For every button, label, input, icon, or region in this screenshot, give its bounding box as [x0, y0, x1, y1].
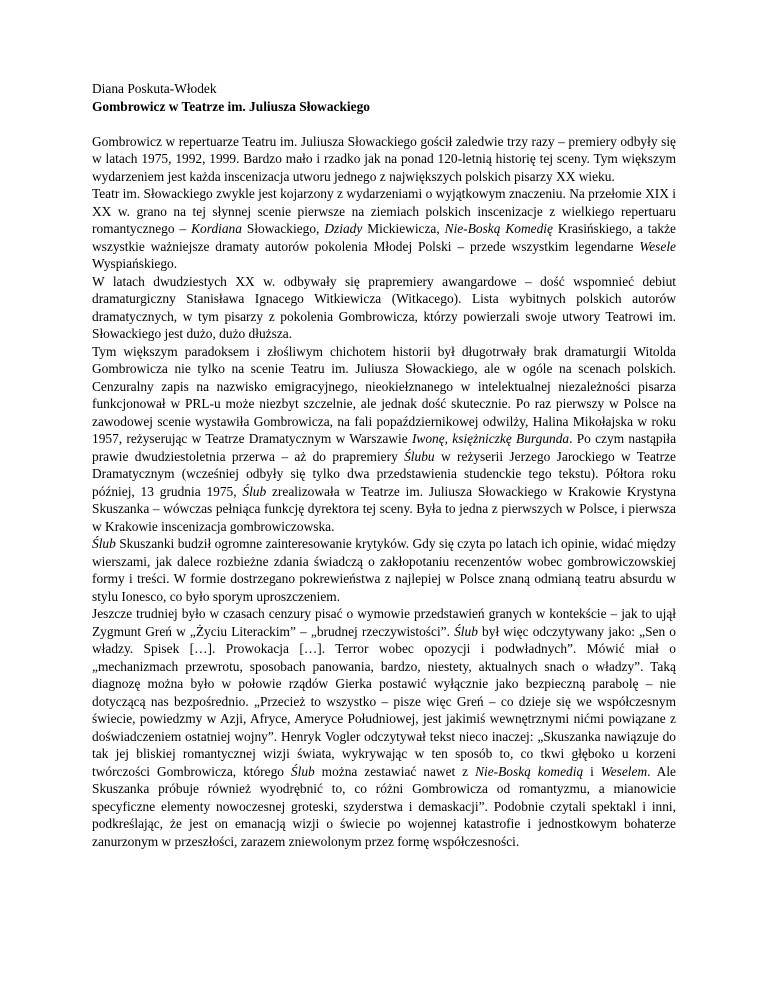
paragraph	[92, 273, 676, 343]
paragraph-text: w reżyserii Jerzego Jarockiego w Teatrze Dramatycznym (wcześniej odbyły się tylko dwa przedstawienia studenckie tego tekstu). Półtora roku później, 13 grudnia 1975,	[92, 448, 676, 499]
paragraph-text: i	[583, 763, 601, 779]
paragraph-text: Jeszcze trudniej było w czasach cenzury pisać o wymowie przedstawień granych w kontekście – jak to ujął Zygmunt Greń w „Życiu Literackim” – „brudnej rzeczywistości”.	[92, 606, 676, 639]
paragraph-text: . Ale Skuszanka próbuje również wyodrębnić to, co różni Gombrowicza od romantyzmu, a mianowicie specyficzne elementy nowoczesnej groteski, szyderstwa i demaskacji”. Podobnie czytali spektakl i inni, podkreślając, że jest on emanacją wizji o świecie po wojennej katastrofie i jednostkowym bohaterze zanurzonym w przeszłości, zarazem zniewolonym przez formę współczesności.	[92, 763, 677, 849]
italic-title-text: Weselem	[600, 763, 648, 779]
italic-title-text: Kordiana	[191, 221, 242, 236]
paragraph-text: Teatr im. Słowackiego zwykle jest kojarzony z wydarzeniami o wyjątkowym znaczeniu. Na przełomie XIX i XX w. grano na tej słynnej scenie pierwsze na ziemiach polskich inscenizacje z wielkiego repertuaru romantycznego –	[92, 186, 676, 236]
italic-title-text: Ślub	[242, 483, 267, 499]
article-text	[92, 133, 676, 851]
paragraph-text: Mickiewicza,	[362, 221, 445, 236]
italic-title-text: Ślub	[290, 763, 315, 779]
italic-title-text: Dziady	[324, 221, 363, 236]
paragraph-text: zrealizowała w Teatrze im. Juliusza Słowackiego w Krakowie Krystyna Skuszanka – wówczas pełniąca funkcję dyrektora tej sceny. Była to jedna z pierwszych w Polsce, i pierwsza w Krakowie inscenizacja gombrowiczowska.	[92, 483, 676, 534]
paragraph-text: Gombrowicz w repertuarze Teatru im. Juliusza Słowackiego gościł zaledwie trzy razy – premiery odbyły się w latach 1975, 1992, 1999. Bardzo mało i rzadko jak na ponad 120-letnią historię tej sceny. Tym większym wydarzeniem jest każda inscenizacja utworu jednego z największych polskich pisarzy XX wieku.	[92, 133, 676, 184]
paragraph-text: Tym większym paradoksem i złośliwym chichotem historii był długotrwały brak dramaturgii Witolda Gombrowicza nie tylko na scenie Teatru im. Juliusza Słowackiego, ale w ogóle na scenach polskich. Cenzuralny zapis na nazwisko emigracyjnego, nieokiełznanego w intelektualnej niezależności pisarza funkcjonował w PRL-u może niezbyt szczelnie, ale jednak dość skutecznie. Po raz pierwszy w Polsce na zawodowej scenie wystawiła Gombrowicza, na fali popaździernikowej odwilży, Halina Mikołajska w roku 1957, reżyserując w Teatrze Dramatycznym w Warszawie	[92, 343, 676, 446]
italic-title-text: Wesele	[639, 238, 676, 254]
paragraph-text: można zestawiać nawet z	[314, 763, 476, 779]
paragraph-text: był więc odczytywany jako: „Sen o władzy. Spisek […]. Prowokacja […]. Terror wobec opozycji i podwładnych”. Mówić miał o „mechanizmach przewrotu, sposobach panowania, bardzo, niestety, aktualnych snach o władzy”. Taką diagnozę można było w połowie rządów Gierka postawić wyłącznie jako bezpieczną parabolę – nie dotyczącą nas bezpośrednio. „Przecież to wszystko – pisze więc Greń – co dzieje się we współczesnym świecie, powiedzmy w Azji, Afryce, Ameryce Południowej, jest jakimiś wewnętrznymi nićmi powiązane z doświadczeniem ostatniej wojny”. Henryk Vogler odczytywał tekst nieco inaczej: „Skuszanka nawiązuje do tak jej bliskiej romantycznej wizji świata, wykrywając w ten sposób to, co tkwi głęboko u korzeni twórczości Gombrowicza, którego	[92, 623, 676, 779]
italic-title-text: Ślub	[92, 536, 116, 551]
paragraph	[92, 535, 676, 605]
author-name: Diana Poskuta-Włodek	[92, 81, 217, 96]
italic-title-text: Iwonę, księżniczkę Burgunda	[411, 431, 570, 446]
paragraph-text: Wyspiańskiego.	[92, 256, 178, 271]
paragraph-text: Krasińskiego, a także wszystkie ważniejsze dramaty autorów pokolenia Młodej Polski – przede wszystkim legendarne	[92, 221, 676, 254]
paragraph	[92, 343, 676, 536]
paragraph	[92, 133, 676, 186]
paragraph	[92, 605, 676, 850]
italic-title-text: Ślub	[454, 623, 478, 639]
paragraph-text: . Po czym nastąpiła prawie dwudziestoletnia przerwa – aż do prapremiery	[92, 431, 677, 464]
document-body	[92, 80, 676, 850]
italic-title-text: Ślubu	[404, 448, 435, 464]
italic-title-text: Nie-Boską komedią	[475, 763, 584, 779]
paragraph-text: Skuszanki budził ogromne zainteresowanie krytyków. Gdy się czyta po latach ich opinie, widać między wierszami, jak dalece rozbieżne zdania świadczą o zakłopotaniu recenzentów wobec gombrowiczowskiej formy i treści. W formie dostrzegano pokrewieństwa z najlepiej w Polsce znaną odmianą teatru absurdu w stylu Ionesco, co było sporym uproszczeniem.	[92, 536, 676, 604]
italic-title-text: Nie-Boską Komedię	[444, 221, 553, 236]
paragraph-text: Słowackiego,	[241, 221, 325, 236]
document-title: Gombrowicz w Teatrze im. Juliusza Słowackiego	[92, 98, 370, 114]
paragraph	[92, 185, 676, 273]
paragraph-text: W latach dwudziestych XX w. odbywały się prapremiery awangardowe – dość wspomnieć debiut dramaturgiczny Stanisława Ignacego Witkiewicza (Witkacego). Lista wybitnych polskich autorów dramatycznych, w tym pisarzy z pokolenia Gombrowicza, którzy powierzali swoje utwory Teatrowi im. Słowackiego jest dużo, dużo dłuższa.	[92, 273, 676, 341]
title-spacer	[92, 115, 676, 133]
